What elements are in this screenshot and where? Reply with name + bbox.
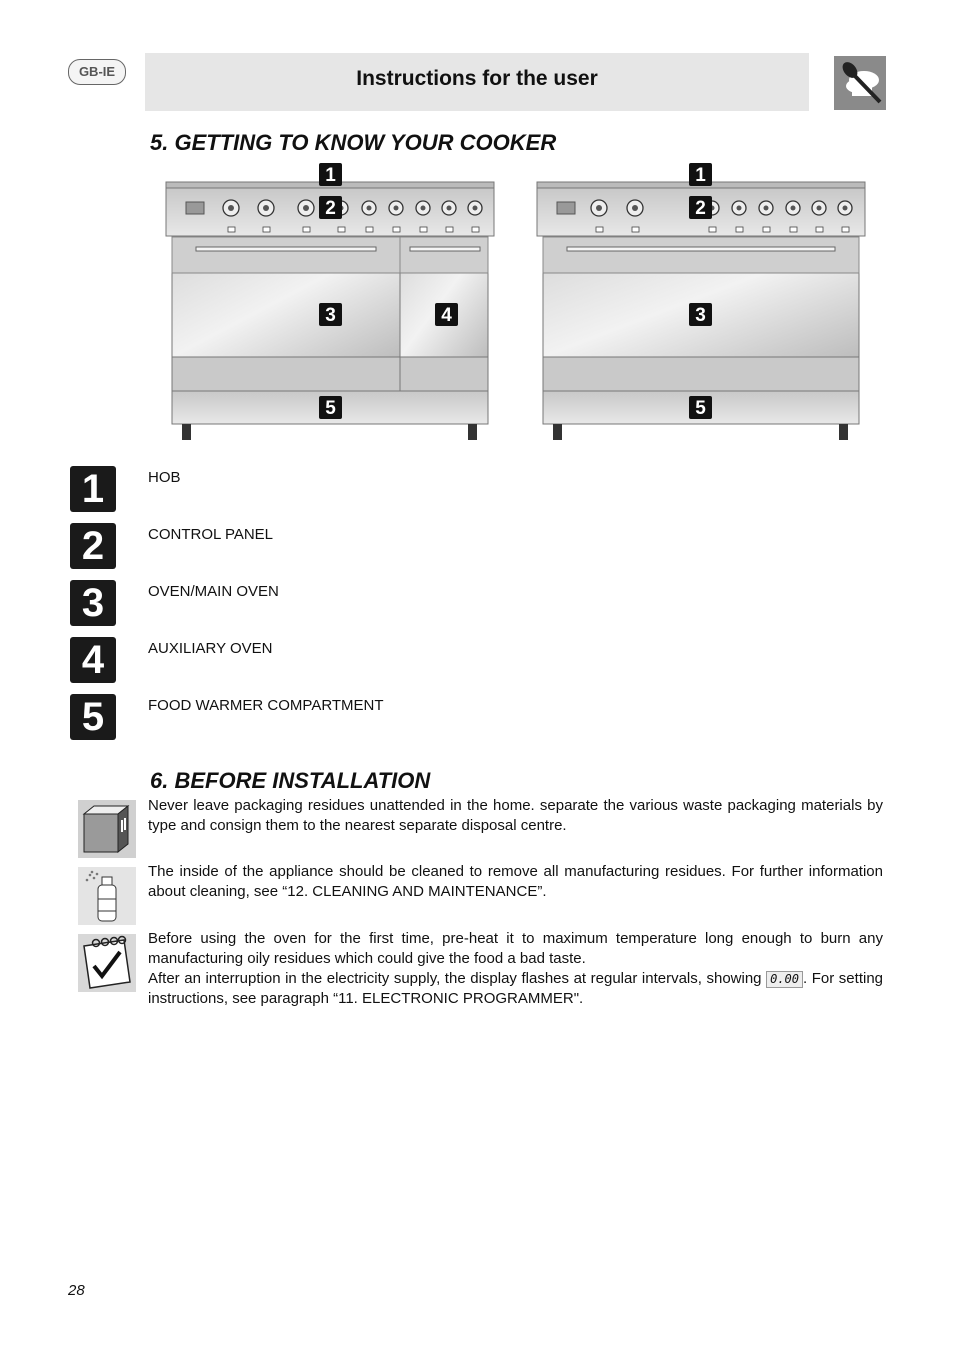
callout-1: 1	[325, 165, 336, 186]
header-bar	[145, 53, 809, 111]
callout-5: 5	[325, 398, 336, 419]
cooker-diagram-double-oven	[164, 160, 498, 444]
legend-item-control-panel	[70, 523, 870, 569]
callout-1: 1	[695, 165, 706, 186]
legend-item-auxiliary-oven	[70, 637, 870, 683]
paragraph-preheat	[148, 929, 883, 1009]
callout-3: 3	[695, 305, 706, 326]
page-number: 28	[68, 1282, 85, 1299]
legend-item-hob	[70, 466, 870, 512]
number-2-icon: 2	[70, 523, 116, 569]
legend-item-main-oven	[70, 580, 870, 626]
display-readout: 0.00	[766, 971, 803, 988]
chef-hat-spoon-icon	[834, 56, 886, 110]
callout-4: 4	[441, 305, 452, 326]
callout-2: 2	[695, 198, 706, 219]
packaging-box-icon	[78, 800, 136, 858]
paragraph-packaging: Never leave packaging residues unattended in the home. separate the various waste packaging materials by type and consign them to the nearest separate disposal centre.	[148, 797, 883, 834]
legend-label: HOB	[148, 469, 181, 486]
callout-3: 3	[325, 305, 336, 326]
number-3-icon: 3	[70, 580, 116, 626]
legend-label: CONTROL PANEL	[148, 526, 274, 543]
section-6-title: 6. BEFORE INSTALLATION	[150, 768, 431, 793]
checklist-notepad-icon	[78, 934, 136, 992]
paragraph-cleaning: The inside of the appliance should be cleaned to remove all manufacturing residues. For further information about cleaning, see “12. CLEANING AND MAINTENANCE”.	[148, 863, 883, 900]
language-badge: GB-IE	[68, 59, 126, 85]
power-interruption-text: After an interruption in the electricity supply, the display flashes at regular intervals, showing	[148, 970, 762, 987]
spray-can-icon	[78, 867, 136, 925]
callout-5: 5	[695, 398, 706, 419]
legend-label: OVEN/MAIN OVEN	[148, 583, 279, 600]
number-1-icon: 1	[70, 466, 116, 512]
programmer-reference-text: . For setting instructions, see paragraph “11. ELECTRONIC PROGRAMMER".	[148, 970, 884, 1007]
legend-label: AUXILIARY OVEN	[148, 640, 273, 657]
number-4-icon: 4	[70, 637, 116, 683]
section-5-title: 5. GETTING TO KNOW YOUR COOKER	[150, 130, 557, 155]
number-5-icon: 5	[70, 694, 116, 740]
preheat-text: Before using the oven for the first time, pre-heat it to maximum temperature long enough to burn any manufacturing oily residues which could give the food a bad taste.	[148, 930, 883, 967]
cooker-diagram-single-oven	[535, 160, 869, 444]
page-title: Instructions for the user	[356, 67, 598, 90]
legend-label: FOOD WARMER COMPARTMENT	[148, 697, 384, 714]
legend-item-food-warmer	[70, 694, 870, 740]
callout-2: 2	[325, 198, 336, 219]
